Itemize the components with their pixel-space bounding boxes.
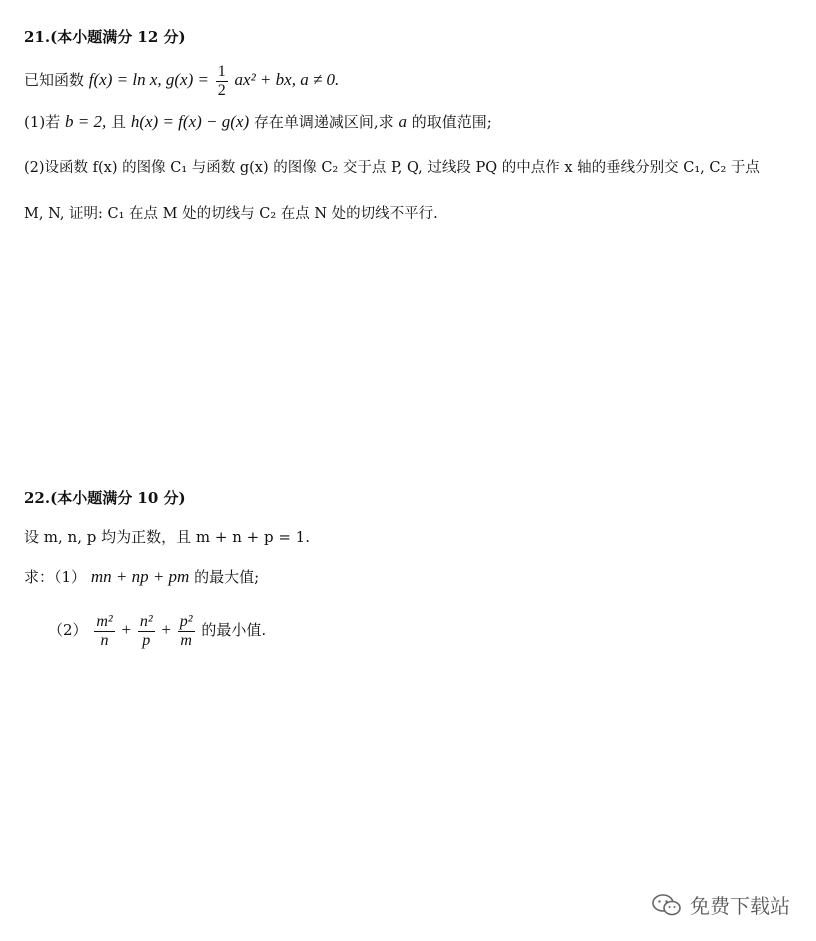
fraction-denominator: m [180, 631, 192, 649]
q22-part1-prefix: 求：（1） [24, 568, 87, 586]
q21-part1-math: b = 2, [65, 112, 107, 131]
q21-given-prefix: 已知函数 [24, 71, 85, 89]
q22-given: 设 m, n, p 均为正数，且 m + n + p = 1. [24, 528, 310, 546]
q21-part1-text: 存在单调递减区间,求 [253, 113, 394, 131]
q22-fraction-3 [178, 613, 195, 650]
fraction-denominator: n [100, 631, 109, 649]
watermark [652, 890, 790, 919]
fraction-numerator: 1 [217, 62, 226, 80]
q21-part1-mid: 且 [111, 113, 127, 131]
q22-part2 [48, 606, 266, 654]
q21-part2-line2: M, N, 证明: C₁ 在点 M 处的切线与 C₂ 在点 N 处的切线不平行. [24, 206, 438, 222]
q21-given-fraction [216, 63, 228, 100]
q21-part1 [24, 112, 492, 132]
plus-sign: + [161, 620, 172, 639]
watermark-text: 免费下载站 [690, 894, 790, 918]
q22-part1-math: mn + np + pm [90, 567, 190, 586]
wechat-icon [652, 894, 682, 916]
q21-header: 21.(本小题满分 12 分) [24, 28, 186, 46]
fraction-numerator: p² [179, 612, 193, 630]
fraction-denominator: 2 [217, 81, 226, 99]
plus-sign: + [121, 620, 132, 639]
q22-fraction-2 [138, 613, 155, 650]
q21-part2-line1: (2)设函数 f(x) 的图像 C₁ 与函数 g(x) 的图像 C₂ 交于点 P, Q, 过线段 PQ 的中点作 x 轴的垂线分别交 C₁, C₂ 于点 [24, 160, 760, 176]
q21-part1-end: 的取值范围; [411, 113, 492, 131]
q21-given [24, 60, 339, 100]
q22-part1-end: 的最大值; [194, 568, 260, 586]
q22-fraction-1 [94, 613, 114, 650]
q22-header: 22.(本小题满分 10 分) [24, 489, 186, 507]
fraction-numerator: n² [139, 612, 153, 630]
fraction-denominator: p [142, 631, 151, 649]
q22-part2-prefix: （2） [48, 621, 88, 639]
q22-part2-end: 的最小值. [201, 621, 267, 639]
q21-given-rest: ax² + bx, a ≠ 0. [234, 70, 340, 89]
q21-part1-prefix: (1)若 [24, 113, 61, 131]
fraction-numerator: m² [96, 612, 113, 630]
q21-part1-a: a [398, 112, 407, 131]
q21-part1-h: h(x) = f(x) − g(x) [130, 112, 250, 131]
q21-given-f: f(x) = ln x, g(x) = [88, 70, 209, 89]
q22-part1 [24, 567, 259, 587]
